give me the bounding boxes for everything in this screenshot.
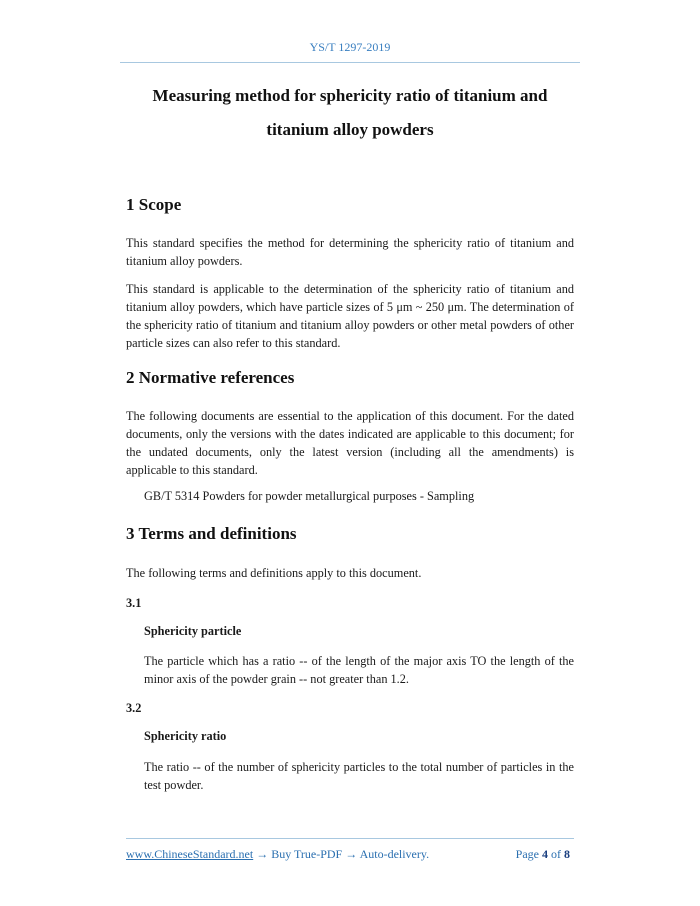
- footer-purchase-text: → Buy True-PDF → Auto-delivery.: [253, 847, 430, 861]
- header-standard-code: YS/T 1297-2019: [309, 40, 391, 54]
- section-heading-terms: 3 Terms and definitions: [126, 524, 297, 543]
- page-label: Page: [515, 847, 539, 861]
- section-heading-scope: 1 Scope: [126, 195, 182, 214]
- document-title-line2: titanium alloy powders: [266, 120, 434, 139]
- footer-page-counter: [516, 847, 570, 862]
- scope-paragraph-2: This standard is applicable to the determination of the sphericity ratio of titanium and titanium alloy powders, which have particle sizes of 5 μm ~ 250 μm. The determination of the sphericity ratio of titanium and titanium alloy powders or other metal powders of other particle sizes can also refer to this standard.: [126, 282, 574, 350]
- term-definition-sphericity-ratio: The ratio -- of the number of sphericity particles to the total number of particles in the test powder.: [144, 760, 574, 792]
- footer: [126, 847, 574, 862]
- term-name-sphericity-particle: Sphericity particle: [144, 624, 242, 638]
- normative-reference-item: GB/T 5314 Powders for powder metallurgical purposes - Sampling: [144, 489, 475, 503]
- page-number: 4: [542, 847, 548, 861]
- of-label: of: [551, 847, 561, 861]
- scope-paragraph-1: This standard specifies the method for determining the sphericity ratio of titanium and titanium alloy powders.: [126, 236, 574, 268]
- term-number-3-1: 3.1: [126, 596, 142, 610]
- document-title-line1: Measuring method for sphericity ratio of titanium and: [152, 86, 548, 105]
- footer-website-link[interactable]: www.ChineseStandard.net: [126, 847, 254, 861]
- term-number-3-2: 3.2: [126, 701, 142, 715]
- page-total: 8: [564, 847, 570, 861]
- term-definition-sphericity-particle: The particle which has a ratio -- of the length of the major axis TO the length of the minor axis of the powder grain -- not greater than 1.2.: [144, 654, 574, 686]
- section-heading-normative: 2 Normative references: [126, 368, 295, 387]
- header-divider: [120, 62, 580, 63]
- normative-paragraph: The following documents are essential to the application of this document. For the dated documents, only the versions with the dates indicated are applicable to this document; for the undated documents, only the latest version (including all the amendments) is applicable to this standard.: [126, 409, 574, 477]
- terms-intro: The following terms and definitions apply to this document.: [126, 566, 422, 580]
- footer-divider: [126, 838, 574, 839]
- term-name-sphericity-ratio: Sphericity ratio: [144, 729, 227, 743]
